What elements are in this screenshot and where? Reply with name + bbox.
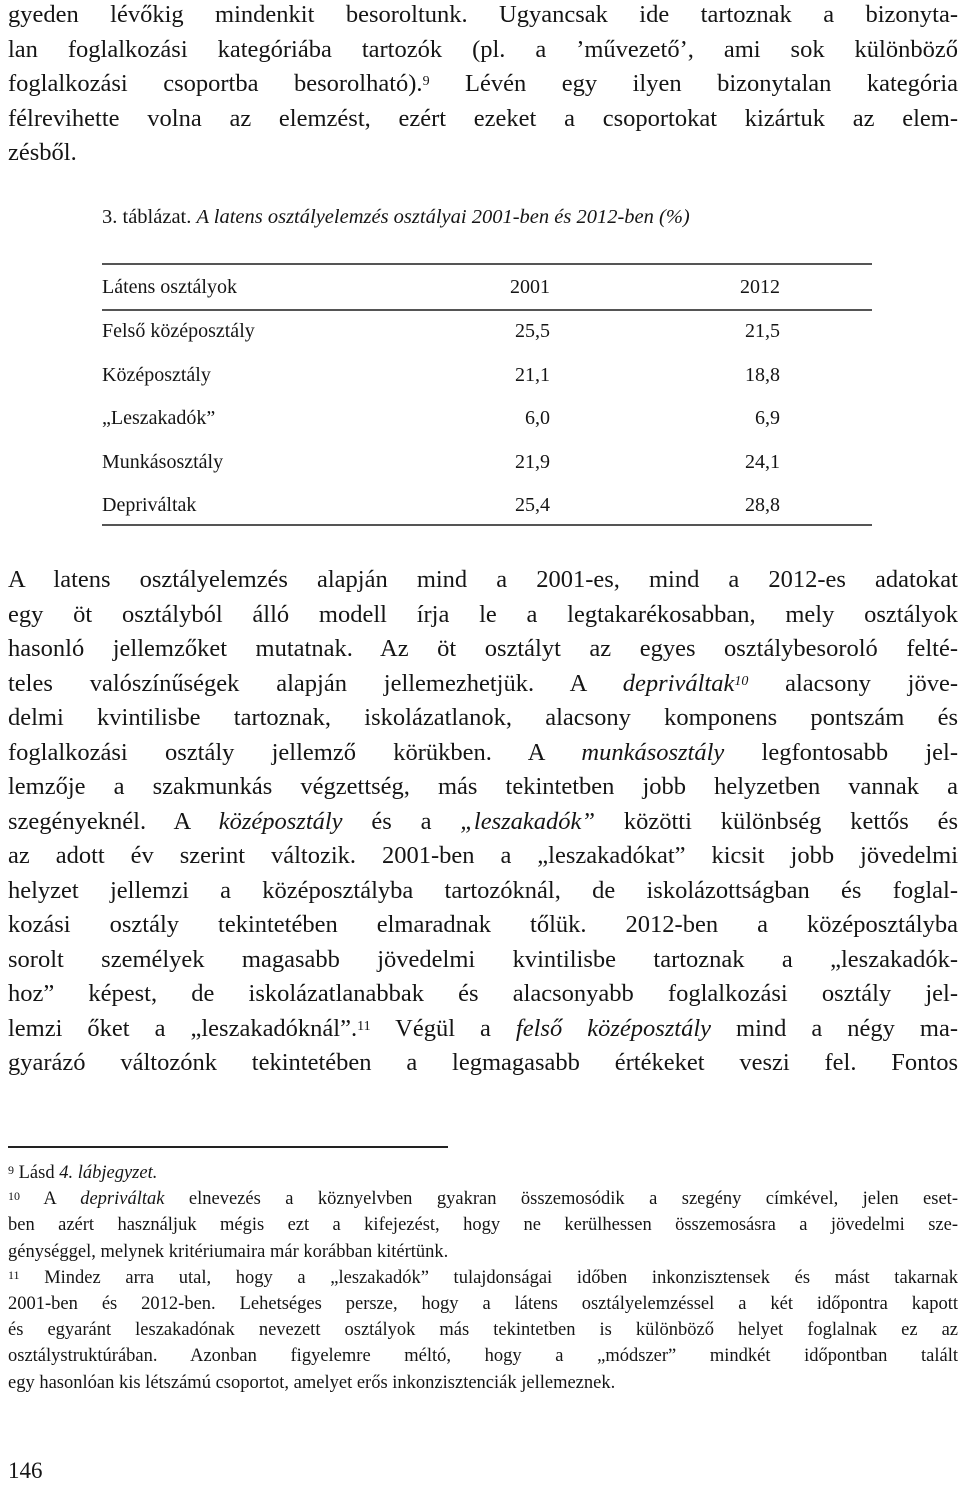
row-label: Középosztály bbox=[102, 364, 211, 386]
text-line: gyeden lévőkig mindenkit besoroltunk. Ugyancsak ide tartoznak a bizonyta- bbox=[8, 1, 958, 28]
row-label: „Leszakadók” bbox=[102, 407, 216, 429]
text-line: helyzet jellemzi a középosztályba tartozóknál, de iskolázottságban és foglal- bbox=[8, 876, 958, 904]
footnote-separator bbox=[8, 1146, 448, 1148]
footnote-number: 10 bbox=[8, 1189, 20, 1204]
emphasis: depriváltak bbox=[80, 1189, 165, 1210]
row-value-2012: 18,8 bbox=[745, 364, 780, 386]
table-caption bbox=[102, 206, 690, 229]
text-run: foglalkozási osztály jellemző körükben. A bbox=[8, 738, 582, 766]
footnote-10 bbox=[8, 1186, 958, 1265]
text-line: félrevihette volna az elemzést, ezért ezeket a csoportokat kizártuk az elem- bbox=[8, 104, 958, 132]
footnote-ref-10[interactable] bbox=[734, 674, 748, 689]
row-value-2012: 24,1 bbox=[745, 451, 780, 473]
table-caption-label: 3. táblázat. bbox=[102, 206, 192, 228]
row-value-2001: 6,0 bbox=[525, 407, 550, 429]
text-run: Lásd bbox=[14, 1163, 60, 1183]
text-run: lemzi őket a „leszakadóknál”. bbox=[8, 1014, 358, 1042]
row-value-2001: 21,1 bbox=[515, 364, 550, 386]
text-run: teles valószínűségek alapján jellemezhetjük. A bbox=[8, 669, 623, 697]
text-run: elnevezés a köznyelvben gyakran összemosódik a szegény címkével, jelen eset- bbox=[164, 1189, 958, 1210]
footnotes bbox=[8, 1160, 958, 1396]
text-line: zésből. bbox=[8, 139, 77, 166]
text-line bbox=[8, 1012, 958, 1047]
row-value-2001: 25,4 bbox=[515, 494, 550, 516]
footnote-line: 2001-ben és 2012-ben. Lehetséges persze, hogy a látens osztályelemzéssel a két időpontra kapott bbox=[8, 1294, 958, 1315]
text-run: legfontosabb jel- bbox=[724, 738, 958, 766]
table-caption-title: A latens osztályelemzés osztályai 2001-ben és 2012-ben (%) bbox=[196, 206, 690, 228]
footnote-9 bbox=[8, 1160, 958, 1186]
row-value-2001: 25,5 bbox=[515, 320, 550, 342]
row-value-2012: 6,9 bbox=[755, 407, 780, 429]
text-line bbox=[8, 67, 958, 102]
text-run: szegényeknél. A bbox=[8, 807, 219, 835]
text-run: Mindez arra utal, hogy a „leszakadók” tulajdonságai időben inkonzisztensek és mást takarnak bbox=[19, 1267, 958, 1288]
footnote-number: 11 bbox=[8, 1267, 20, 1282]
text-line: lan foglalkozási kategóriába tartozók (pl. a ’művezető’, ami sok különböző bbox=[8, 35, 958, 63]
text-run: foglalkozási csoportba besorolható). bbox=[8, 70, 423, 97]
text-line bbox=[8, 736, 958, 771]
emphasis: „leszakadók” bbox=[460, 807, 596, 835]
row-label: Munkásosztály bbox=[102, 451, 224, 473]
text-run: alacsony jöve- bbox=[748, 669, 959, 697]
text-run: Lévén egy ilyen bizonytalan kategória bbox=[429, 70, 959, 97]
main-paragraph bbox=[8, 563, 958, 1081]
text-line: az adott év szerint változik. 2001-ben a „leszakadókat” kicsit jobb jövedelmi bbox=[8, 842, 958, 869]
emphasis: középosztály bbox=[218, 807, 343, 835]
header-2001: 2001 bbox=[510, 276, 550, 298]
text-run: közötti különbség kettős és bbox=[595, 807, 958, 835]
footnote-ref-number: 10 bbox=[734, 673, 749, 689]
footnote-cross-reference[interactable]: 4. lábjegyzet. bbox=[59, 1163, 158, 1183]
footnote-line: génységgel, melynek kritériumaira már korábban kitértünk. bbox=[8, 1241, 449, 1262]
footnote-line: ben azért használjuk mégis ezt a kifejezést, hogy ne kerülhessen összemosásra a jövedelmi sze- bbox=[8, 1215, 958, 1236]
table-top-rule bbox=[102, 263, 872, 265]
text-run: és a bbox=[342, 807, 461, 835]
text-line: sorolt személyek magasabb jövedelmi kvintilisbe tartoznak a „leszakadók- bbox=[8, 945, 958, 973]
table-header-rule bbox=[102, 309, 872, 311]
text-line: egy öt osztályból álló modell írja le a legtakarékosabban, mely osztályok bbox=[8, 600, 958, 628]
table-bottom-rule bbox=[102, 524, 872, 526]
footnote-ref-9[interactable]: 9 bbox=[422, 74, 430, 89]
text-line: lemzője a szakmunkás végzettség, más tekintetben jobb helyzetben vannak a bbox=[8, 773, 958, 800]
text-line bbox=[8, 667, 958, 702]
intro-paragraph bbox=[8, 0, 958, 171]
header-label: Látens osztályok bbox=[102, 276, 237, 298]
emphasis: munkásosztály bbox=[581, 738, 725, 766]
footnote-line: osztálystruktúrában. Azonban figyelemre méltó, hogy a „módszer” mindkét időpontban talált bbox=[8, 1346, 958, 1367]
text-line: hasonló jellemzőket mutatnak. Az öt osztályt az egyes osztálybesoroló felté- bbox=[8, 635, 958, 662]
emphasis: depriváltak bbox=[622, 669, 735, 697]
footnote-number: 9 bbox=[8, 1163, 14, 1177]
footnote-line bbox=[8, 1265, 958, 1291]
footnote-line: és egyaránt leszakadónak nevezett osztályok más tekintetben is különböző helyet foglalnak ez az bbox=[8, 1320, 958, 1341]
footnote-line bbox=[8, 1160, 958, 1186]
text-run: Végül a bbox=[370, 1014, 516, 1042]
text-run: A bbox=[20, 1189, 81, 1210]
row-value-2012: 21,5 bbox=[745, 320, 780, 342]
text-line: A latens osztályelemzés alapján mind a 2001-es, mind a 2012-es adatokat bbox=[8, 566, 958, 593]
row-value-2001: 21,9 bbox=[515, 451, 550, 473]
row-value-2012: 28,8 bbox=[745, 494, 780, 516]
header-2012: 2012 bbox=[740, 276, 780, 298]
row-label: Felső középosztály bbox=[102, 320, 255, 342]
text-line: kozási osztály tekintetében elmaradnak tőlük. 2012-ben a középosztályba bbox=[8, 911, 958, 938]
footnote-line: egy hasonlóan kis létszámú csoportot, amelyet erős inkonzisztenciák jellemeznek. bbox=[8, 1372, 616, 1393]
text-line: delmi kvintilisbe tartoznak, iskolázatlanok, alacsony komponens pontszám és bbox=[8, 704, 958, 731]
row-label: Depriváltak bbox=[102, 494, 197, 516]
text-line: hoz” képest, de iskolázatlanabbak és alacsonyabb foglalkozási osztály jel- bbox=[8, 980, 958, 1007]
footnote-line bbox=[8, 1186, 958, 1212]
text-line: gyarázó változónk tekintetében a legmagasabb értékeket veszi fel. Fontos bbox=[8, 1049, 958, 1076]
emphasis: felső középosztály bbox=[515, 1014, 712, 1042]
text-run: mind a négy ma- bbox=[711, 1014, 958, 1042]
footnote-ref-11[interactable]: 11 bbox=[357, 1018, 371, 1034]
footnote-11 bbox=[8, 1265, 958, 1396]
page-number: 146 bbox=[8, 1458, 43, 1483]
text-line bbox=[8, 805, 958, 840]
